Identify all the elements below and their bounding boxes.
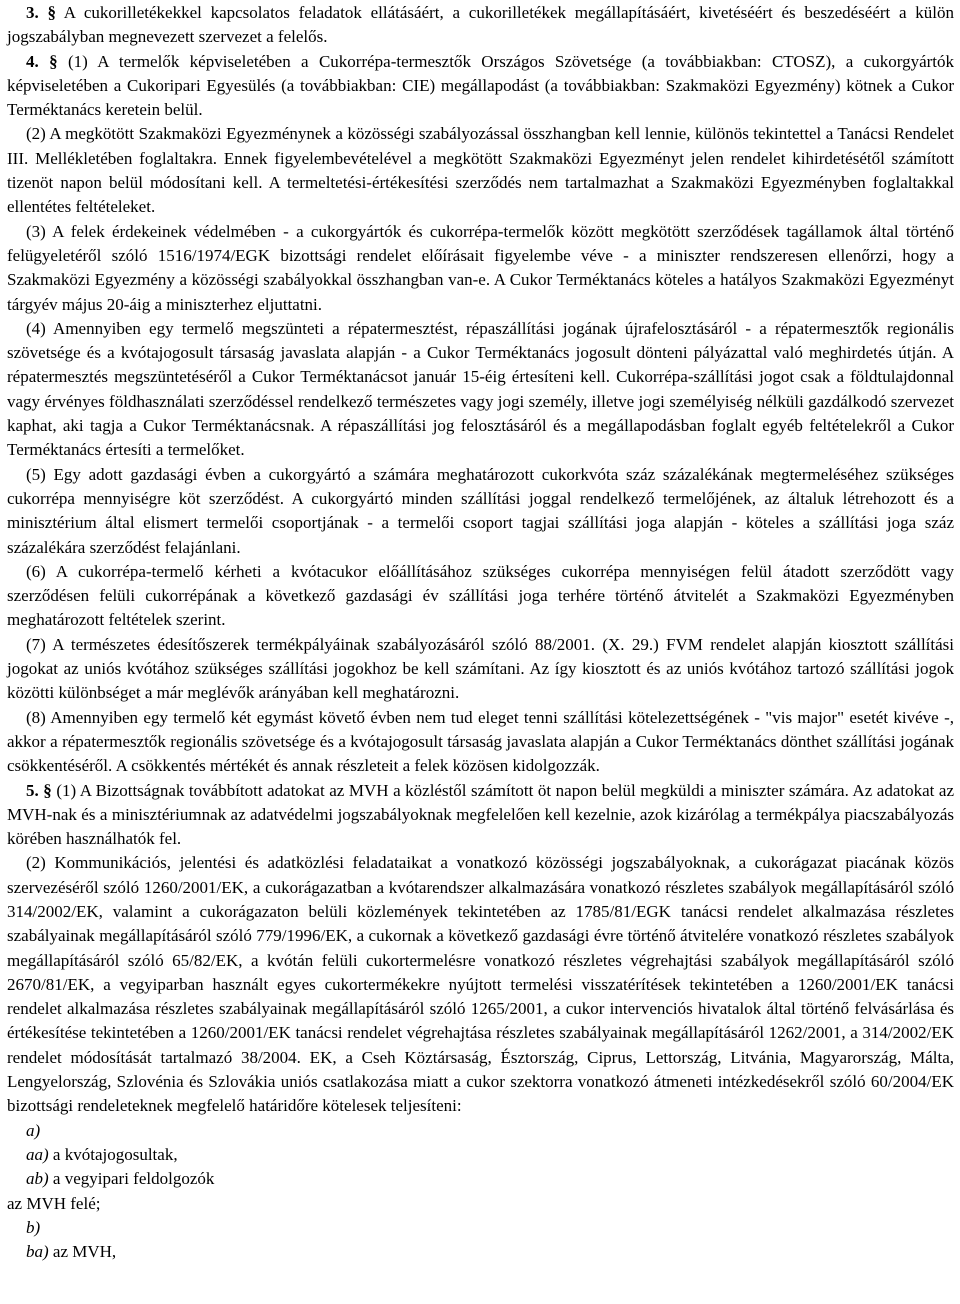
list-item-ab	[7, 1167, 954, 1191]
list-label-ab: ab)	[26, 1169, 49, 1189]
paragraph-4-5: (5) Egy adott gazdasági évben a cukorgyártó a számára meghatározott cukorkvóta száz százalékának megtermeléséhez szükséges cukorrépa mennyiségre köt szerződést. A cukorgyártó minden szállítási joggal rendelkező termelőjének, az általuk létrehozott és a minisztérium által elismert termelői csoportjának - a termelői csoport tagjai szállítási joga alapján - köteles a szállítási joga száz százalékára szerződést felajánlani.	[7, 464, 954, 557]
list-label-a: a)	[26, 1120, 41, 1140]
section-sign: §	[47, 3, 56, 22]
paragraph-4-1-text: (1) A termelők képviseletében a Cukorrépa-termesztők Országos Szövetsége (a továbbiakban: CTOSZ), a cukorgyártók képviseletében a Cukoripari Egyesülés (a továbbiakban: CIE) megállapodást (a továbbiakban: Szakmaközi Egyezmény) kötnek a Cukor Terméktanács keretein belül.	[7, 51, 955, 120]
paragraph-4-2: (2) A megkötött Szakmaközi Egyezménynek a közösségi szabályozással összhangban kell lennie, különös tekintettel a Tanácsi Rendelet III. Mellékletében foglaltakra. Ennek figyelembevételével a megkötött Szakmaközi Egyezményt jelen rendelet kihirdetésétől számított tizenöt napon belül módosítani kell. A termeltetési-értékesítési szerződés nem tartalmazhat a Szakmaközi Egyezményben foglaltakkal ellentétes feltételeket.	[7, 124, 954, 217]
paragraph-5-2: (2) Kommunikációs, jelentési és adatközlési feladataikat a vonatkozó közösségi jogszabályoknak, a cukorágazat piacának közös szervezéséről szóló 1260/2001/EK, a cukorágazatban a kvótarendszer alkalmazására vonatkozó részletes szabályok megállapításáról szóló 314/2002/EK, valamint a cukorágazaton belüli közlemények tekintetében az 1785/81/EGK tanácsi rendelet alkalmazása részletes szabályainak megállapításáról szóló 779/1996/EK, a cukornak a következő gazdasági évre történő átvitelére vonatkozó részletes szabályok megállapításáról szóló 65/82/EK, a kvótán felüli cukortermelésre vonatkozó részletes végrehajtási szabályok megállapításáról szóló 2670/81/EK, a vegyiparban használt egyes cukortermékekre nyújtott termelési visszatérítések tekintetében a 1260/2001/EK tanácsi rendelet alkalmazása részletes szabályainak megállapításáról szóló 1265/2001, a cukor intervenciós hivatalok által történő felvásárlása és értékesítése tekintetében a 1260/2001/EK tanácsi rendelet végrehajtása részletes szabályainak megállapításáról 1262/2001, a 314/2002/EK rendelet módosítását tartalmazó 38/2004. EK, a Cseh Köztársaság, Észtország, Ciprus, Lettország, Litvánia, Magyarország, Málta, Lengyelország, Szlovénia és Szlovákia uniós csatlakozása miatt a cukor szektorra vonatkozó átmeneti intézkedésekről szóló 60/2004/EK bizottsági rendeleteknek megfelelő határidőre kötelesek teljesíteni:	[7, 853, 954, 1116]
section-number-4: 4.	[26, 51, 39, 71]
paragraph-3-text: A cukorilletékekkel kapcsolatos feladatok ellátásáért, a cukorilletékek megállapításáért, kivetéséért és beszedéséért a külön jogszabályban megnevezett szervezet a felelős.	[7, 3, 954, 47]
paragraph-5-1	[7, 779, 954, 852]
list-label-b: b)	[26, 1217, 41, 1237]
paragraph-3	[7, 1, 954, 50]
list-text-aa: a kvótajogosultak,	[48, 1144, 178, 1164]
paragraph-4-3: (3) A felek érdekeinek védelmében - a cukorgyártók és cukorrépa-termelők között megkötött szerződések tagállamok által történő felügyeletéről szóló 1516/1974/EGK bizottsági rendelet előírásait figyelembe véve - a miniszter rendszeresen ellenőrzi, hogy a Szakmaközi Egyezmény a közösségi szabályokkal összhangban van-e. A Cukor Terméktanács köteles a hatályos Szakmaközi Egyezményt tárgyév május 20-áig a miniszterhez eljuttatni.	[7, 221, 954, 314]
list-label-ba: ba)	[26, 1242, 49, 1262]
list-item-ba	[7, 1240, 954, 1264]
section-number-3: 3.	[26, 3, 39, 22]
section-sign: §	[49, 51, 58, 71]
section-sign: §	[43, 780, 52, 800]
section-number-5: 5.	[26, 780, 39, 800]
paragraph-4-4: (4) Amennyiben egy termelő megszünteti a répatermesztést, répaszállítási jogának újrafelosztásáról - a répatermesztők regionális szövetsége és a kvótajogosult társaság javaslata alapján - a Cukor Terméktanács jogosult dönteni pályázattal való meghirdetés útján. A répatermesztés megszüntetéséről a Cukor Terméktanácsot január 15-éig értesíteni kell. Cukorrépa-szállítási jogot csak a földtulajdonnal vagy érvényes földhasználati szerződéssel rendelkező természetes vagy jogi személy, illetve jogi személyiség nélküli gazdálkodó szervezet kaphat, aki tagja a Cukor Terméktanácsnak. A répaszállítási jog felosztásáról és a megállapodásban foglalt egyéb feltételekről a Cukor Terméktanács értesíti a termelőket.	[7, 318, 954, 460]
paragraph-4-6: (6) A cukorrépa-termelő kérheti a kvótacukor előállításához szükséges cukorrépa mennyiségen felül átadott szerződött vagy szerződésen felüli cukorrépának a következő gazdasági év szállítási joga terhére történő átvitelét a Szakmaközi Egyezményben meghatározott feltételek szerint.	[7, 561, 954, 630]
paragraph-4-8: (8) Amennyiben egy termelő két egymást követő évben nem tud eleget tenni szállítási kötelezettségének - "vis major" esetét kivéve -, akkor a répatermesztők regionális szövetsége és a kvótajogosult társaság javaslata alapján a Cukor Terméktanács dönthet szállítási jogának csökkentéséről. A csökkentés mértékét és annak részleteit a felek közösen kidolgozzák.	[7, 707, 954, 776]
list-item-aa	[7, 1143, 954, 1167]
list-label-aa: aa)	[26, 1144, 49, 1164]
mvh-line: az MVH felé;	[7, 1193, 101, 1213]
list-text-ab: a vegyipari feldolgozók	[48, 1169, 215, 1189]
list-text-ba: az MVH,	[48, 1242, 117, 1262]
paragraph-4-7: (7) A természetes édesítőszerek termékpályáinak szabályozásáról szóló 88/2001. (X. 29.) FVM rendelet alapján kiosztott szállítási jogokat az uniós kvótához szükséges szállítási jogokhoz be kell számítani. Az így kiosztott és az uniós kvótához tartozó szállítási jogok közötti különbséget a már meglévők arányában kell meghatározni.	[7, 634, 954, 703]
paragraph-4-1	[7, 50, 954, 123]
paragraph-5-1-text: (1) A Bizottságnak továbbított adatokat az MVH a közléstől számított öt napon belül megküldi a miniszter számára. Az adatokat az MVH-nak és a minisztériumnak az adatvédelmi jogszabályoknak megfelelően kell kezelnie, azok kizárólag a termékpálya piacszabályozás körében használhatók fel.	[7, 780, 954, 849]
list-item-a	[7, 1119, 954, 1143]
list-item-b	[7, 1216, 954, 1240]
